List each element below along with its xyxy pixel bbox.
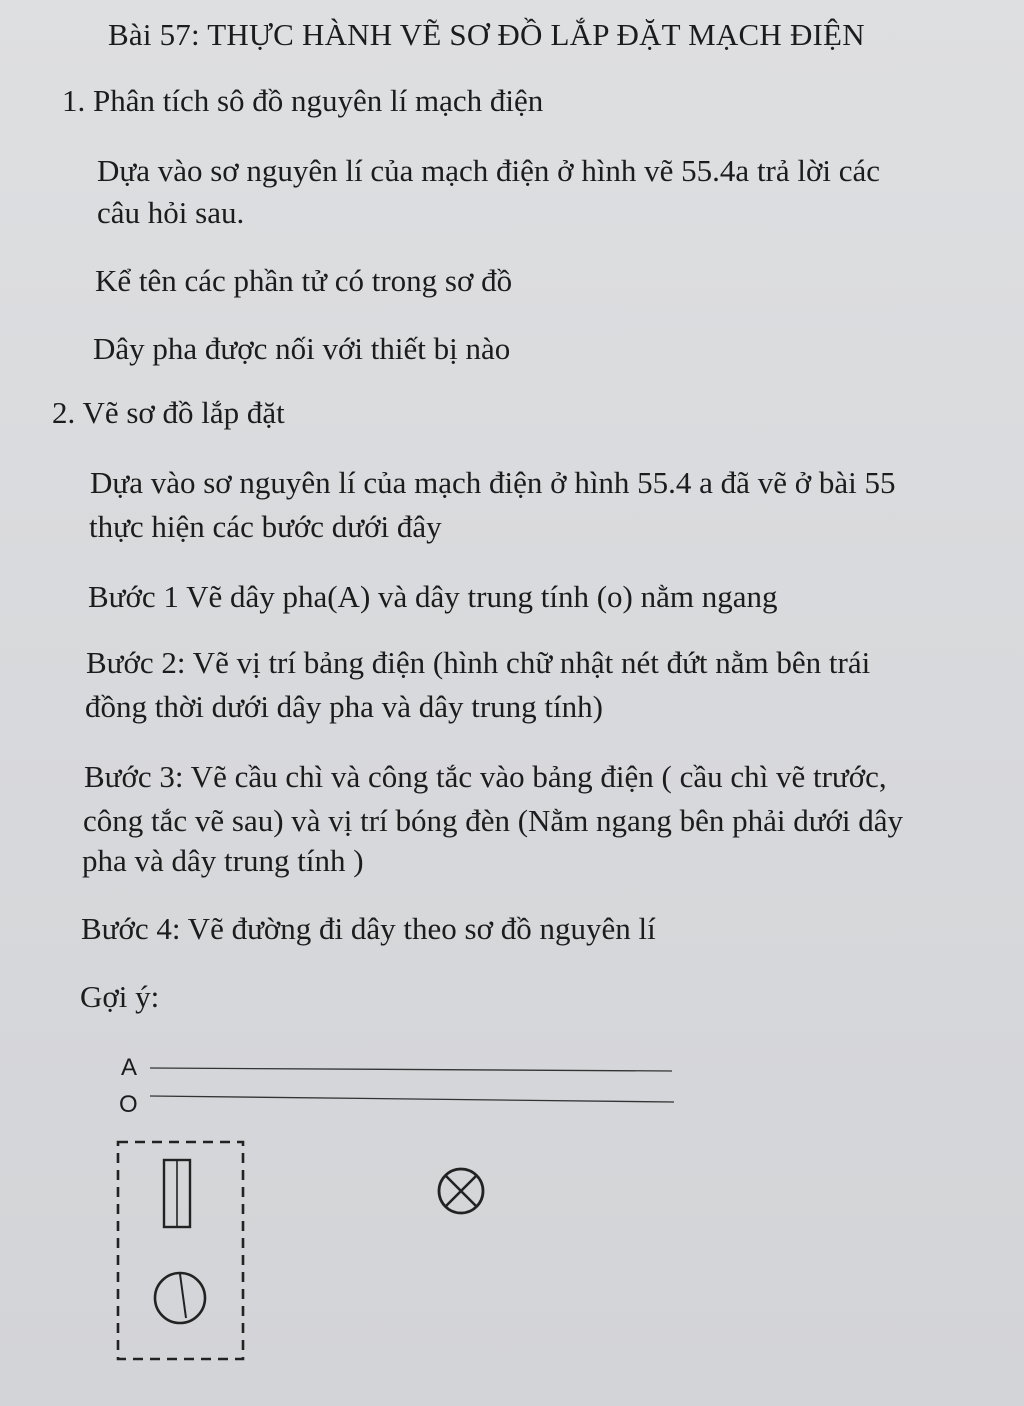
hint-label: Gợi ý:	[80, 979, 160, 1014]
neutral-wire-label: O	[119, 1091, 138, 1118]
page-title: Bài 57: THỰC HÀNH VẼ SƠ ĐỒ LẮP ĐẶT MẠCH ĐIỆN	[108, 17, 865, 52]
section-2-paragraph-line: thực hiện các bước dưới đây	[89, 509, 442, 544]
step-2-line: Bước 2: Vẽ vị trí bảng điện (hình chữ nhật nét đứt nằm bên trái	[86, 645, 871, 680]
switch-icon	[155, 1273, 205, 1323]
step-3-line: Bước 3: Vẽ cầu chì và công tắc vào bảng điện ( cầu chì vẽ trước,	[84, 759, 887, 794]
section-1-heading: 1. Phân tích sô đồ nguyên lí mạch điện	[62, 83, 544, 118]
phase-wire-line	[150, 1068, 672, 1071]
neutral-wire-line	[150, 1096, 674, 1102]
section-2-heading: 2. Vẽ sơ đồ lắp đặt	[52, 395, 285, 430]
electrical-board-outline	[118, 1142, 243, 1359]
lamp-icon	[439, 1169, 483, 1213]
fuse-icon	[164, 1160, 190, 1227]
phase-wire-label: A	[121, 1054, 138, 1081]
step-3-line: pha và dây trung tính )	[82, 843, 364, 878]
section-2-paragraph-line: Dựa vào sơ nguyên lí của mạch điện ở hình 55.4 a đã vẽ ở bài 55	[90, 465, 896, 500]
step-2-line: đồng thời dưới dây pha và dây trung tính)	[85, 689, 603, 724]
section-1-question: Dây pha được nối với thiết bị nào	[93, 331, 511, 366]
step-4-line: Bước 4: Vẽ đường đi dây theo sơ đồ nguyên lí	[81, 911, 656, 946]
section-1-question: Kể tên các phần tử có trong sơ đồ	[95, 263, 513, 298]
section-1-paragraph-line: câu hỏi sau.	[97, 195, 245, 230]
step-3-line: công tắc vẽ sau) và vị trí bóng đèn (Nằm ngang bên phải dưới dây	[83, 803, 904, 838]
step-1-line: Bước 1 Vẽ dây pha(A) và dây trung tính (o) nằm ngang	[88, 579, 778, 614]
section-1-paragraph-line: Dựa vào sơ nguyên lí của mạch điện ở hình vẽ 55.4a trả lời các	[97, 153, 881, 188]
